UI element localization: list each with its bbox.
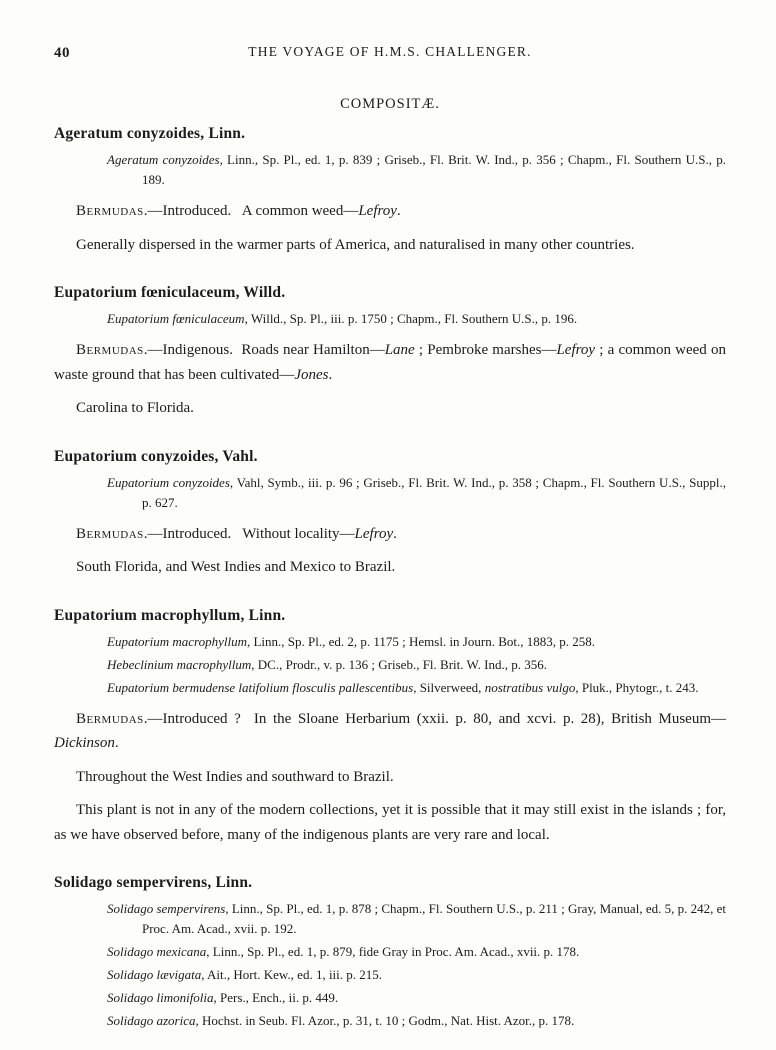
section-heading: COMPOSITÆ. xyxy=(340,96,440,112)
smallcaps-label: Bermudas xyxy=(76,710,144,727)
species-entry xyxy=(54,447,730,580)
running-title: THE VOYAGE OF H.M.S. CHALLENGER. xyxy=(248,44,532,59)
plain-text: , Pluk., Phytogr., t. 243. xyxy=(575,679,699,695)
plain-text: , Ait., Hort. Kew., ed. 1, iii. p. 215. xyxy=(201,967,383,982)
plain-text: , Linn., Sp. Pl., ed. 1, p. 878 ; Chapm., Fl. Southern U.S., p. 211 ; Gray, Manual, ed. 5, p. 242, et Proc. Am. Acad., xvii. p. 192. xyxy=(142,901,730,936)
species-entry xyxy=(54,125,730,257)
smallcaps-label: Bermudas xyxy=(76,203,144,219)
plain-text: , Willd., Sp. Pl., iii. p. 1750 ; Chapm., Fl. Southern U.S., p. 196. xyxy=(244,311,578,326)
plain-text: , Linn., Sp. Pl., ed. 1, p. 879, fide Gray in Proc. Am. Acad., xvii. p. 178. xyxy=(206,944,580,959)
plain-text: South Florida, and West Indies and Mexico to Brazil. xyxy=(76,559,396,575)
entry-paragraph xyxy=(54,522,726,547)
entry-paragraph xyxy=(54,555,726,580)
citation-line xyxy=(54,1011,726,1031)
italic-text: Ageratum conyzoides xyxy=(107,152,220,167)
italic-text: Hebeclinium macrophyllum xyxy=(107,656,252,672)
species-heading: Eupatorium fœniculaceum, Willd. xyxy=(54,284,286,301)
entry-paragraph xyxy=(54,798,730,847)
entry-paragraph xyxy=(54,233,726,258)
italic-text: Solidago mexicana xyxy=(107,944,207,959)
species-entry xyxy=(54,874,730,1031)
plain-text: . xyxy=(114,735,119,751)
italic-text: Lefroy xyxy=(358,203,397,219)
species-entry xyxy=(54,284,730,421)
italic-text: Eupatorium conyzoides xyxy=(107,474,230,490)
plain-text: , Hochst. in Seub. Fl. Azor., p. 31, t. 10 ; Godm., Nat. Hist. Azor., p. 178. xyxy=(195,1013,575,1028)
page-number: 40 xyxy=(54,45,70,61)
plain-text: .—Introduced. Without locality— xyxy=(143,525,355,542)
plain-text: ; a common weed on waste ground that has been cultivated— xyxy=(54,342,730,383)
plain-text: Carolina to Florida. xyxy=(76,400,194,416)
plain-text: .—Introduced ? In the Sloane Herbarium (xxii. p. 80, and xcvi. p. 28), British Museum— xyxy=(143,710,726,727)
citation-line xyxy=(54,942,726,962)
plain-text: . xyxy=(393,525,397,542)
smallcaps-label: Bermudas xyxy=(76,525,144,542)
italic-text: nostratibus vulgo xyxy=(484,679,576,695)
entry-paragraph xyxy=(54,396,726,421)
citation-line xyxy=(54,309,726,329)
species-heading: Eupatorium macrophyllum, Linn. xyxy=(54,606,286,624)
plain-text: This plant is not in any of the modern collections, yet it is possible that it may still exist in the islands ; for, as we have observed before, many of the indigenous plants are very rare and local. xyxy=(54,802,730,843)
italic-text: Dickinson xyxy=(54,735,115,751)
italic-text: Lefroy xyxy=(354,525,394,542)
plain-text: ; Pembroke marshes— xyxy=(414,342,557,358)
citation-line xyxy=(54,150,730,190)
species-heading: Ageratum conyzoides, Linn. xyxy=(54,125,246,142)
citation-line xyxy=(54,965,726,985)
citation-line xyxy=(54,899,730,939)
italic-text: Solidago sempervirens xyxy=(107,901,226,916)
entry-paragraph xyxy=(54,765,726,790)
plain-text: , DC., Prodr., v. p. 136 ; Griseb., Fl. Brit. W. Ind., p. 356. xyxy=(251,656,547,672)
plain-text: . xyxy=(328,366,333,383)
smallcaps-label: Bermudas xyxy=(76,342,144,358)
entry-paragraph xyxy=(54,707,726,756)
plain-text: Throughout the West Indies and southward to Brazil. xyxy=(76,768,394,785)
citation-line xyxy=(54,655,726,675)
citation-line xyxy=(54,473,730,513)
plain-text: .—Indigenous. Roads near Hamilton— xyxy=(143,342,385,358)
plain-text: .—Introduced. A common weed— xyxy=(143,203,359,219)
entries xyxy=(54,125,730,1031)
plain-text: , Linn., Sp. Pl., ed. 1, p. 839 ; Griseb., Fl. Brit. W. Ind., p. 356 ; Chapm., Fl. Southern U.S., p. 189. xyxy=(142,152,730,187)
italic-text: Lefroy xyxy=(556,342,596,358)
entry-paragraph xyxy=(54,199,726,224)
italic-text: Eupatorium macrophyllum xyxy=(107,633,247,649)
citation-line xyxy=(54,632,726,652)
italic-text: Lane xyxy=(384,342,415,358)
italic-text: Jones xyxy=(294,366,329,383)
citation-line xyxy=(54,678,726,698)
species-entry xyxy=(54,606,730,848)
plain-text: Generally dispersed in the warmer parts of America, and naturalised in many other countries. xyxy=(76,236,635,253)
species-heading: Solidago sempervirens, Linn. xyxy=(54,874,253,891)
italic-text: Solidago azorica xyxy=(107,1013,196,1028)
plain-text: , Linn., Sp. Pl., ed. 2, p. 1175 ; Hemsl. in Journ. Bot., 1883, p. 258. xyxy=(246,633,595,649)
plain-text: , Pers., Ench., ii. p. 449. xyxy=(213,990,339,1005)
citation-line xyxy=(54,988,726,1008)
page-header xyxy=(54,44,726,64)
plain-text: . xyxy=(396,203,401,219)
plain-text: , Silverweed, xyxy=(413,679,485,695)
italic-text: Eupatorium bermudense latifolium flosculis pallescentibus xyxy=(107,679,414,695)
italic-text: Solidago lævigata xyxy=(107,967,202,982)
entry-paragraph xyxy=(54,338,730,387)
plain-text: , Vahl, Symb., iii. p. 96 ; Griseb., Fl. Brit. W. Ind., p. 358 ; Chapm., Fl. Southern U.S., Suppl., p. 627. xyxy=(142,474,730,510)
italic-text: Eupatorium fœniculaceum xyxy=(107,311,245,326)
italic-text: Solidago limonifolia xyxy=(107,990,214,1005)
species-heading: Eupatorium conyzoides, Vahl. xyxy=(54,447,258,465)
